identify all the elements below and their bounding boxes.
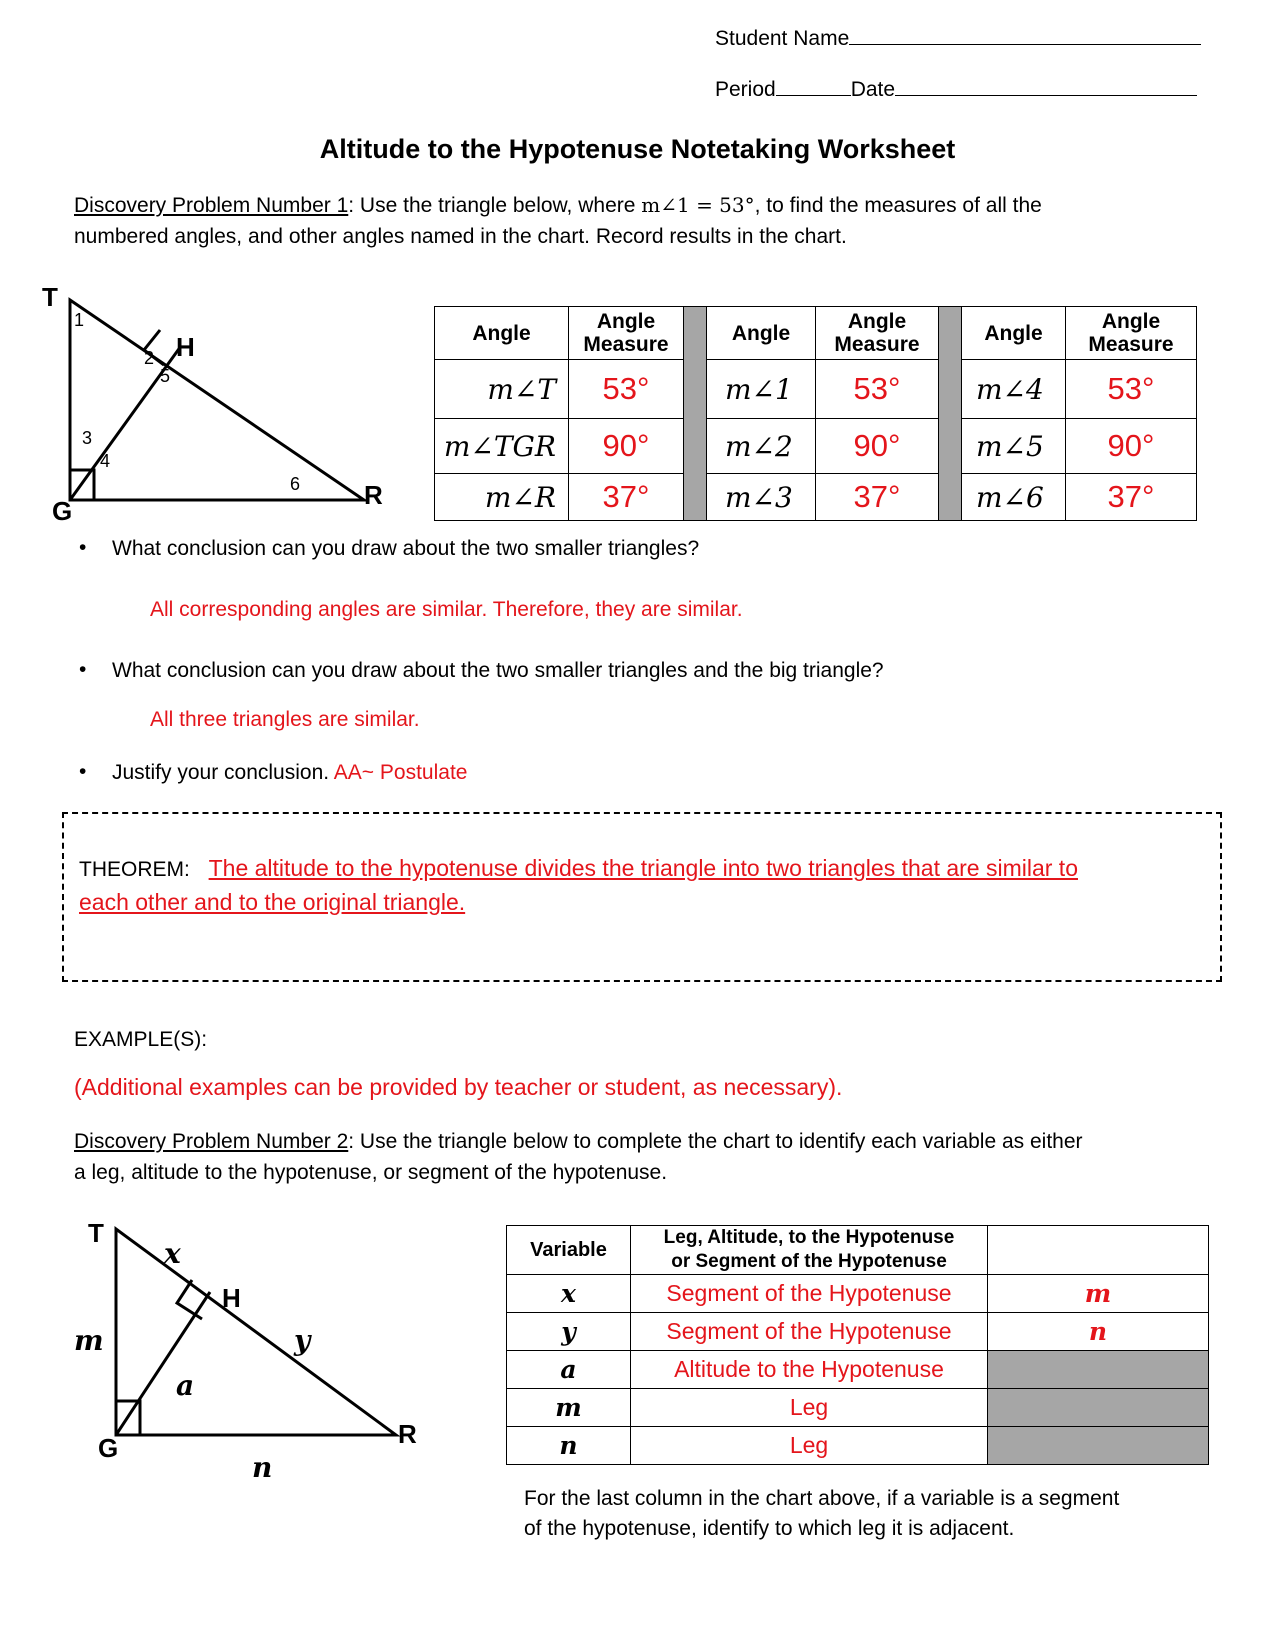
- discovery-1-line2: numbered angles, and other angles named in the chart. Record results in the chart.: [74, 225, 847, 248]
- header-variable: Variable: [507, 1226, 631, 1275]
- examples-label: EXAMPLE(S):: [74, 1028, 208, 1051]
- vertex-t-label: T: [88, 1218, 104, 1248]
- table-divider: [684, 307, 707, 521]
- header-adjacent: [988, 1226, 1209, 1275]
- header-angle-measure: Angle Measure: [1066, 307, 1197, 360]
- header-type: [631, 1226, 988, 1275]
- student-name-field[interactable]: [715, 22, 1201, 51]
- angle-5-label: 5: [160, 366, 171, 386]
- header-angle: Angle: [962, 307, 1066, 360]
- type-cell[interactable]: Leg: [631, 1389, 988, 1427]
- vertex-r-label: R: [364, 480, 383, 510]
- shaded-cell: [988, 1389, 1209, 1427]
- triangle-1-diagram: [38, 284, 398, 524]
- variable-y-label: y: [294, 1324, 311, 1357]
- discovery-1-label: Discovery Problem Number 1: [74, 194, 349, 217]
- variable-table: [506, 1225, 1209, 1465]
- triangle-2-diagram: [62, 1215, 462, 1495]
- vertex-r-label: R: [398, 1419, 417, 1449]
- type-cell[interactable]: Segment of the Hypotenuse: [631, 1313, 988, 1351]
- variable-cell: a: [507, 1351, 631, 1389]
- vertex-h-label: H: [222, 1283, 241, 1313]
- discovery-1-text-after: , to find the measures of all the: [754, 194, 1042, 217]
- footnote-line1: For the last column in the chart above, if a variable is a segment: [524, 1487, 1120, 1510]
- header-angle: Angle: [435, 307, 569, 360]
- vertex-g-label: G: [52, 496, 73, 524]
- question-2: [79, 658, 884, 683]
- discovery-1-given: m∠1 = 53°: [641, 193, 755, 217]
- measure-cell[interactable]: 90°: [569, 419, 684, 474]
- angle-cell: m∠R: [435, 474, 569, 521]
- angle-table-header: [435, 307, 1197, 360]
- shaded-cell: [988, 1427, 1209, 1465]
- discovery-2-line2: a leg, altitude to the hypotenuse, or segment of the hypotenuse.: [74, 1161, 668, 1184]
- variable-a-label: a: [176, 1369, 195, 1402]
- adjacent-cell[interactable]: m: [988, 1275, 1209, 1313]
- examples-note: (Additional examples can be provided by teacher or student, as necessary).: [74, 1074, 843, 1100]
- measure-cell[interactable]: 90°: [816, 419, 939, 474]
- theorem-text-line2[interactable]: each other and to the original triangle.: [79, 889, 466, 915]
- student-name-line: [849, 22, 1201, 45]
- angle-table-row: [435, 360, 1197, 419]
- vertex-g-label: G: [98, 1433, 119, 1463]
- variable-x-label: x: [164, 1237, 181, 1270]
- angle-cell: m∠3: [707, 474, 816, 521]
- measure-cell[interactable]: 37°: [816, 474, 939, 521]
- answer-2[interactable]: All three triangles are similar.: [150, 708, 420, 731]
- theorem-text-line1[interactable]: The altitude to the hypotenuse divides the triangle into two triangles that are similar to: [208, 855, 1078, 881]
- variable-table-header: [507, 1226, 1209, 1275]
- angle-cell: m∠4: [962, 360, 1066, 419]
- question-3: [79, 760, 468, 785]
- variable-row: [507, 1275, 1209, 1313]
- table-divider: [939, 307, 962, 521]
- measure-cell[interactable]: 90°: [1066, 419, 1197, 474]
- angle-cell: m∠5: [962, 419, 1066, 474]
- footnote-line2: of the hypotenuse, identify to which leg it is adjacent.: [524, 1517, 1015, 1540]
- discovery-problem-2: [74, 1126, 1224, 1188]
- triangle-1-outline: [70, 300, 364, 500]
- theorem: [79, 852, 1199, 919]
- vertex-h-label: H: [176, 332, 195, 362]
- date-label: Date: [850, 78, 896, 101]
- angle-cell: m∠2: [707, 419, 816, 474]
- bullet-icon: •: [79, 536, 87, 559]
- variable-row: [507, 1389, 1209, 1427]
- measure-cell[interactable]: 37°: [1066, 474, 1197, 521]
- vertex-t-label: T: [42, 284, 58, 312]
- angle-1-label: 1: [74, 310, 85, 330]
- angle-cell: m∠T: [435, 360, 569, 419]
- measure-cell[interactable]: 37°: [569, 474, 684, 521]
- period-label: Period: [715, 78, 776, 101]
- header-angle: Angle: [707, 307, 816, 360]
- variable-cell: m: [507, 1389, 631, 1427]
- student-name-label: Student Name: [715, 27, 850, 50]
- angle-6-label: 6: [290, 474, 301, 494]
- type-cell[interactable]: Altitude to the Hypotenuse: [631, 1351, 988, 1389]
- measure-cell[interactable]: 53°: [1066, 360, 1197, 419]
- header-type-line1: Leg, Altitude, to the Hypotenuse: [663, 1227, 955, 1248]
- discovery-2-text: : Use the triangle below to complete the chart to identify each variable as either: [348, 1130, 1083, 1153]
- question-1-text: What conclusion can you draw about the two smaller triangles?: [112, 537, 700, 560]
- bullet-icon: •: [79, 658, 87, 681]
- angle-table: [434, 306, 1197, 521]
- footnote: [524, 1484, 1119, 1544]
- question-2-text: What conclusion can you draw about the two smaller triangles and the big triangle?: [112, 659, 884, 682]
- angle-3-label: 3: [82, 428, 93, 448]
- angle-4-label: 4: [100, 451, 111, 471]
- variable-row: [507, 1427, 1209, 1465]
- answer-1[interactable]: All corresponding angles are similar. Therefore, they are similar.: [150, 598, 743, 621]
- period-date-field[interactable]: [715, 73, 1197, 102]
- variable-cell: x: [507, 1275, 631, 1313]
- theorem-label: THEOREM:: [79, 858, 190, 881]
- variable-m-label: m: [74, 1324, 104, 1357]
- measure-cell[interactable]: 53°: [569, 360, 684, 419]
- variable-row: [507, 1313, 1209, 1351]
- measure-cell[interactable]: 53°: [816, 360, 939, 419]
- discovery-problem-1: [74, 190, 1224, 252]
- discovery-1-text-before: : Use the triangle below, where: [348, 194, 642, 217]
- angle-cell: m∠TGR: [435, 419, 569, 474]
- angle-table-row: [435, 419, 1197, 474]
- period-line: [776, 73, 851, 96]
- question-1: [79, 536, 700, 561]
- type-cell[interactable]: Segment of the Hypotenuse: [631, 1275, 988, 1313]
- variable-row: [507, 1351, 1209, 1389]
- header-angle-measure: Angle Measure: [569, 307, 684, 360]
- header-angle-measure: Angle Measure: [816, 307, 939, 360]
- discovery-2-label: Discovery Problem Number 2: [74, 1130, 349, 1153]
- angle-cell: m∠1: [707, 360, 816, 419]
- bullet-icon: •: [79, 760, 87, 783]
- variable-cell: y: [507, 1313, 631, 1351]
- variable-n-label: n: [252, 1451, 273, 1484]
- angle-2-label: 2: [144, 348, 155, 368]
- header-type-line2: or Segment of the Hypotenuse: [671, 1251, 947, 1272]
- variable-cell: n: [507, 1427, 631, 1465]
- adjacent-cell[interactable]: n: [988, 1313, 1209, 1351]
- shaded-cell: [988, 1351, 1209, 1389]
- type-cell[interactable]: Leg: [631, 1427, 988, 1465]
- angle-cell: m∠6: [962, 474, 1066, 521]
- triangle-2-right-angle-h: [177, 1280, 202, 1319]
- question-3-text: Justify your conclusion.: [112, 761, 330, 784]
- date-line: [895, 73, 1197, 96]
- answer-3[interactable]: AA~ Postulate: [333, 761, 468, 784]
- triangle-2-outline: [116, 1229, 396, 1435]
- page-title: Altitude to the Hypotenuse Notetaking Worksheet: [319, 134, 956, 164]
- angle-table-row: [435, 474, 1197, 521]
